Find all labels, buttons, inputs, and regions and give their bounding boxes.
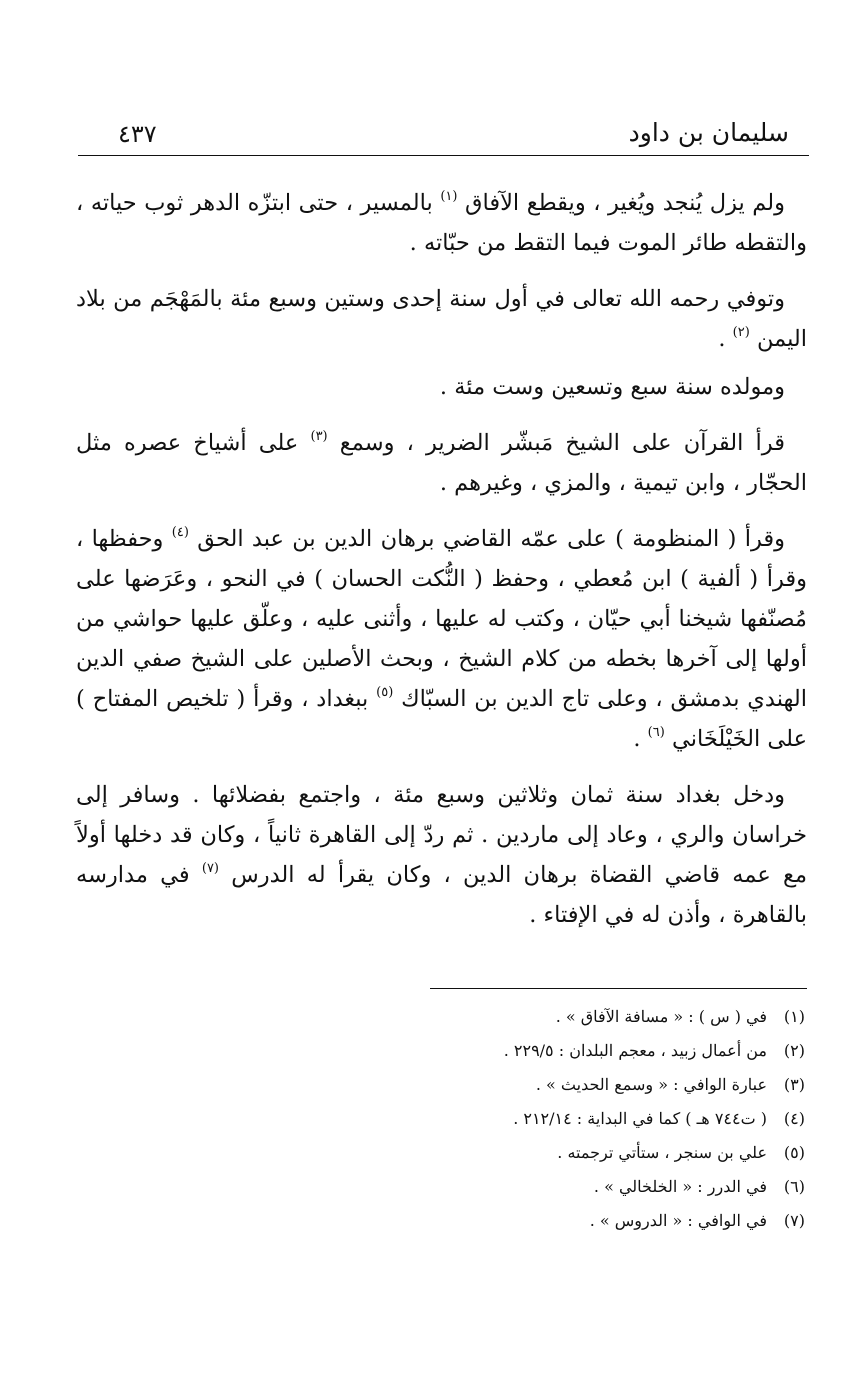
header-rule	[78, 155, 809, 156]
footnote-text: في الوافي : « الدروس » .	[589, 1211, 767, 1230]
paragraph-4	[76, 423, 807, 503]
paragraph-6	[76, 775, 807, 935]
paragraph-5	[76, 519, 807, 759]
page-number: ٤٣٧	[118, 120, 157, 148]
footnote-text: من أعمال زبيد ، معجم البلدان : ٢٢٩/٥ .	[503, 1041, 767, 1060]
running-head: سليمان بن داود	[628, 118, 789, 147]
text: .	[718, 326, 726, 352]
text: ببغداد ، وقرأ ( تلخيص المفتاح ) على الخَيْلَخَاني	[76, 686, 807, 752]
footnote	[76, 1068, 805, 1102]
footnote-number: (٧)	[783, 1211, 805, 1230]
footnote	[76, 1170, 805, 1204]
footnote-number: (١)	[783, 1007, 805, 1026]
footnote-ref-1: (١)	[440, 189, 458, 204]
main-text	[76, 183, 807, 951]
footnote-text: ( ت٧٤٤ هـ ) كما في البداية : ٢١٢/١٤ .	[513, 1109, 767, 1128]
footnote-ref-7: (٧)	[201, 861, 219, 876]
footnote-text: في ( س ) : « مسافة الآفاق » .	[555, 1007, 767, 1026]
text: قرأ القرآن على الشيخ مَبشّر الضرير ، وسمع	[339, 430, 785, 456]
footnote	[76, 1136, 805, 1170]
text: في مدارسه بالقاهرة ، وأذن له في الإفتاء .	[76, 862, 807, 928]
paragraph-3	[76, 367, 807, 407]
text: ولم يزل يُنجد ويُغير ، ويقطع الآفاق	[465, 190, 786, 216]
footnote	[76, 1204, 805, 1238]
footnote	[76, 1102, 805, 1136]
footnote-text: علي بن سنجر ، ستأتي ترجمته .	[557, 1143, 767, 1162]
footnote-ref-5: (٥)	[376, 685, 394, 700]
footnotes	[76, 1000, 805, 1238]
text: ودخل بغداد سنة ثمان وثلاثين وسبع مئة ، واجتمع بفضلائها . وسافر إلى خراسان والري ، وعاد إلى ماردين . ثم ردّ إلى القاهرة ثانياً ، وكان قد دخلها أولاً مع عمه قاضي القضاة برهان الدين ، وكان يقرأ له الدرس	[76, 782, 807, 888]
footnote-ref-4: (٤)	[171, 525, 189, 540]
footnote-number: (٢)	[783, 1041, 805, 1060]
footnote-number: (٥)	[783, 1143, 805, 1162]
text: وحفظها ، وقرأ ( ألفية ) ابن مُعطي ، وحفظ ( النُّكت الحسان ) في النحو ، وعَرَضها على مُصنّفها شيخنا أبي حيّان ، وكتب له عليها ، وأثنى عليه ، وعلّق عليها حواشي من أولها إلى آخرها بخطه من كلام الشيخ ، وبحث الأصلين على الشيخ صفي الدين الهندي بدمشق ، وعلى تاج الدين بن السبّاك	[76, 526, 807, 712]
footnote-number: (٣)	[783, 1075, 805, 1094]
text: .	[633, 726, 641, 752]
footnote-number: (٤)	[783, 1109, 805, 1128]
paragraph-2	[76, 279, 807, 359]
footnote-text: عبارة الوافي : « وسمع الحديث » .	[535, 1075, 767, 1094]
page-header	[78, 118, 789, 154]
footnote-number: (٦)	[783, 1177, 805, 1196]
footnote-ref-3: (٣)	[310, 429, 328, 444]
text: وقرأ ( المنظومة ) على عمّه القاضي برهان الدين بن عبد الحق	[197, 526, 786, 552]
footnote	[76, 1000, 805, 1034]
text: بالمسير ، حتى ابتزّه الدهر ثوب حياته ، والتقطه طائر الموت فيما التقط من حبّاته .	[76, 190, 807, 256]
text: وتوفي رحمه الله تعالى في أول سنة إحدى وستين وسبع مئة بالمَهْجَم من بلاد اليمن	[76, 286, 807, 352]
text: على أشياخ عصره مثل الحجّار ، وابن تيمية ، والمزي ، وغيرهم .	[76, 430, 807, 496]
footnote-rule	[430, 988, 807, 989]
paragraph-1	[76, 183, 807, 263]
footnote-text: في الدرر : « الخلخالي » .	[593, 1177, 767, 1196]
footnote	[76, 1034, 805, 1068]
footnote-ref-2: (٢)	[732, 325, 750, 340]
footnote-ref-6: (٦)	[647, 725, 665, 740]
text: ومولده سنة سبع وتسعين وست مئة .	[439, 374, 785, 400]
